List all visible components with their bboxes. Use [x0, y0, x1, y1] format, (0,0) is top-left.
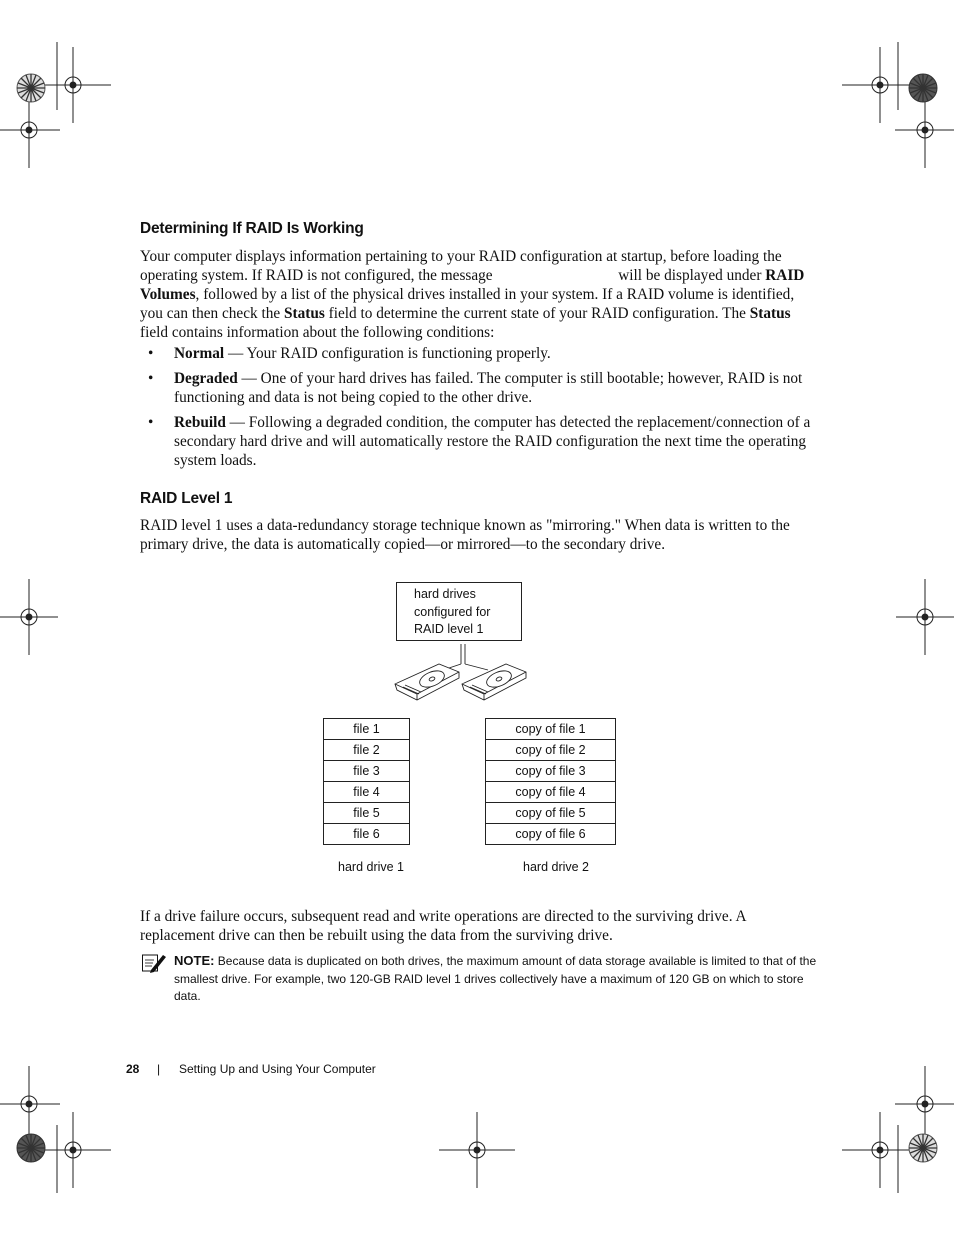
hard-drive-icon: [395, 664, 459, 700]
table-row: copy of file 6: [486, 824, 616, 845]
table-row: file 3: [324, 761, 410, 782]
table-row: file 4: [324, 782, 410, 803]
list-item: • Degraded — One of your hard drives has failed. The computer is still bootable; however, RAID is not functioning and data is not being copied to the other drive.: [140, 369, 820, 407]
page-number: 28: [126, 1062, 140, 1076]
hard-drives-illustration: [390, 640, 530, 706]
diagram-callout-box: hard drives configured for RAID level 1: [396, 582, 522, 641]
hard-drive-2-files: [485, 718, 616, 845]
pencil-note-icon: [142, 953, 166, 973]
section-heading-raid-working: Determining If RAID Is Working: [140, 220, 364, 237]
hard-drive-2-label: hard drive 2: [523, 860, 590, 874]
raid-status-intro: Your computer displays information pertaining to your RAID configuration at startup, before loading the operating system. If RAID is not configured, the message will be displayed under RAID Volumes, followed by a list of the physical drives installed in your system. If a RAID volume is identified, you can then check the Status field to determine the current state of your RAID configuration. The Status field contains information about the following conditions:: [140, 248, 805, 341]
table-row: copy of file 1: [486, 719, 616, 740]
hard-drive-1-files: [323, 718, 410, 845]
table-row: file 5: [324, 803, 410, 824]
table-row: copy of file 2: [486, 740, 616, 761]
drive-failure-paragraph: If a drive failure occurs, subsequent read and write operations are directed to the surviving drive. A replacement drive can then be rebuilt using the data from the surviving drive.: [140, 908, 746, 944]
note-callout: NOTE: Because data is duplicated on both drives, the maximum amount of data storage available is limited to that of the smallest drive. For example, two 120-GB RAID level 1 drives collectively have a maximum of 120 GB on which to store data.: [174, 953, 817, 1004]
list-item: • Normal — Your RAID configuration is functioning properly.: [140, 344, 820, 363]
hard-drive-icon: [462, 664, 526, 700]
table-row: copy of file 3: [486, 761, 616, 782]
footer-separator: |: [157, 1062, 161, 1076]
table-row: file 6: [324, 824, 410, 845]
list-item: • Rebuild — Following a degraded condition, the computer has detected the replacement/connection of a secondary hard drive and will automatically restore the RAID configuration the next time the operating system loads.: [140, 413, 820, 470]
table-row: copy of file 4: [486, 782, 616, 803]
table-row: file 2: [324, 740, 410, 761]
raid-level-1-intro: RAID level 1 uses a data-redundancy storage technique known as "mirroring." When data is written to the primary drive, the data is automatically copied—or mirrored—to the secondary drive.: [140, 517, 790, 553]
table-row: copy of file 5: [486, 803, 616, 824]
hard-drive-1-label: hard drive 1: [338, 860, 405, 874]
footer-chapter-title: Setting Up and Using Your Computer: [179, 1062, 376, 1076]
raid-status-conditions-list: [140, 344, 820, 476]
section-heading-raid-level-1: RAID Level 1: [140, 490, 233, 507]
table-row: file 1: [324, 719, 410, 740]
